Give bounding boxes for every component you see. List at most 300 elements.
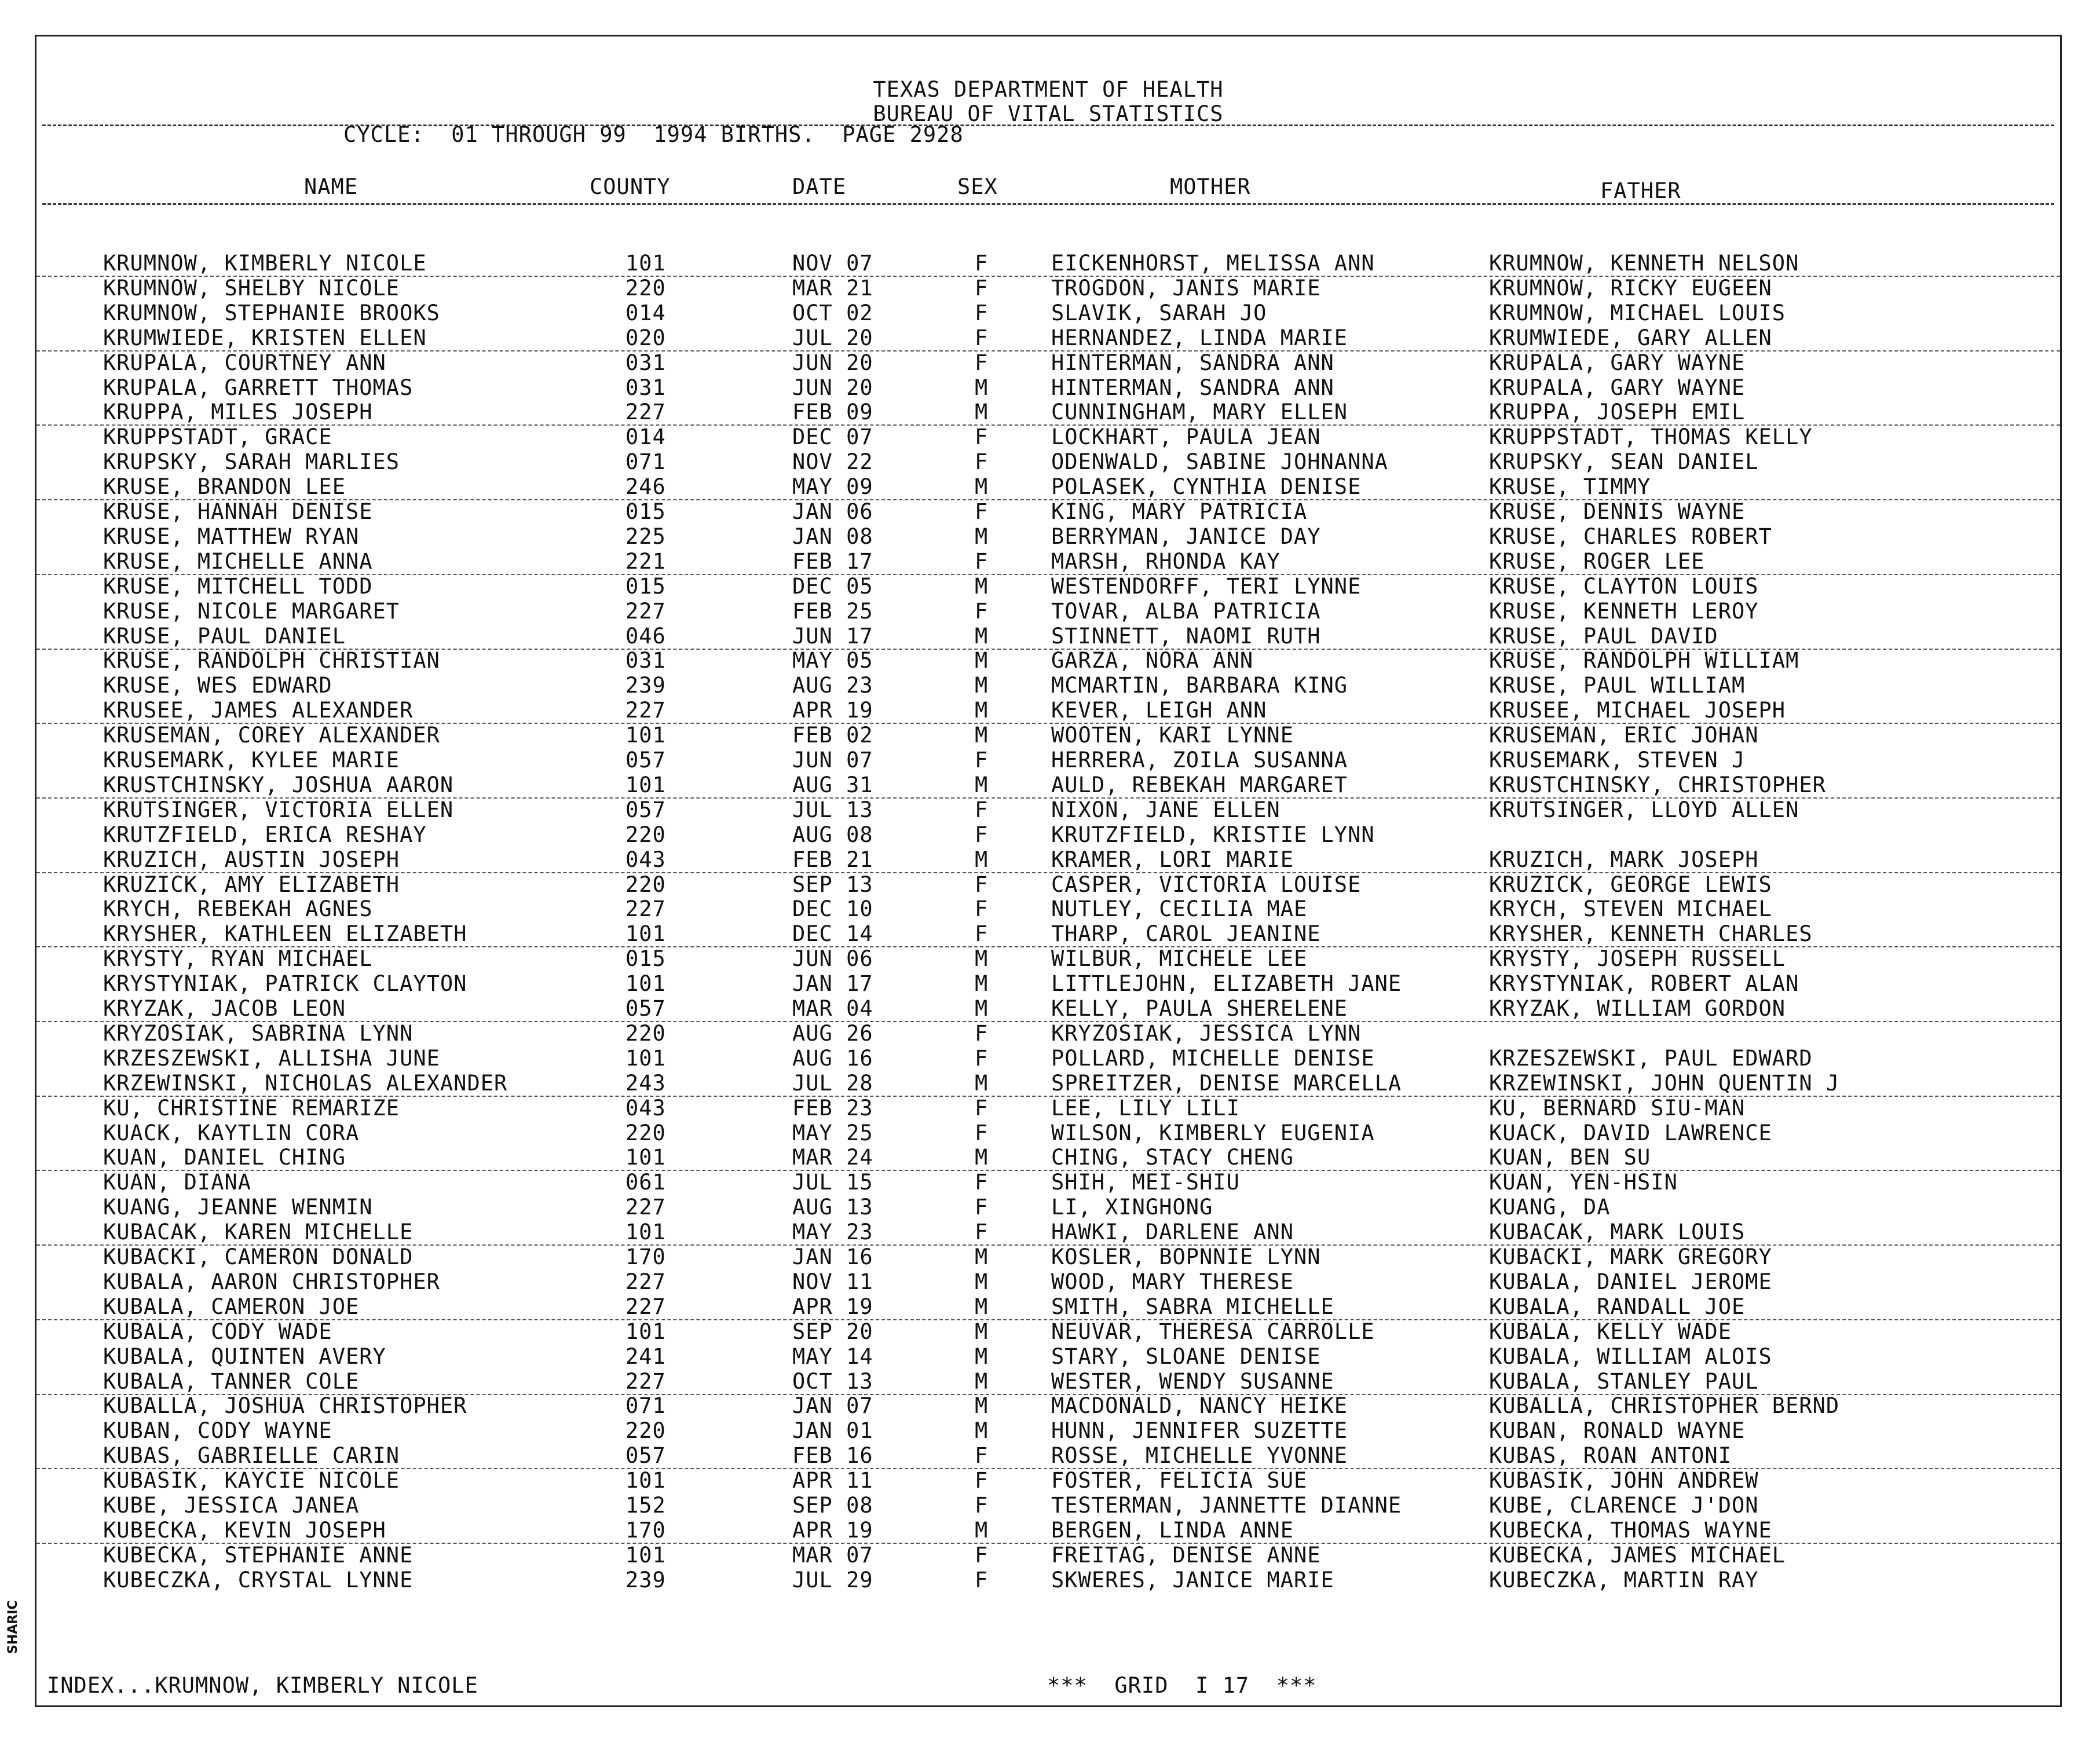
cell-county: 101 (625, 251, 666, 276)
cell-name: KUAN, DIANA (103, 1170, 252, 1195)
cell-date: AUG 16 (792, 1045, 873, 1071)
cell-father: KUACK, DAVID LAWRENCE (1489, 1120, 1772, 1145)
cell-sex: F (975, 325, 989, 350)
cell-name: KRUPALA, GARRETT THOMAS (103, 375, 414, 400)
column-header-name: NAME (304, 174, 358, 199)
cell-date: MAY 14 (792, 1343, 873, 1369)
agency-title: TEXAS DEPARTMENT OF HEALTH (873, 77, 1224, 102)
table-row (36, 1568, 2060, 1592)
cell-sex: F (975, 1020, 989, 1046)
cell-sex: M (975, 623, 989, 649)
cell-sex: M (975, 1145, 989, 1170)
cell-county: 101 (625, 772, 666, 797)
cell-date: JAN 08 (792, 523, 873, 549)
table-row (36, 549, 2060, 575)
table-row (36, 1418, 2060, 1443)
cell-sex: F (975, 350, 989, 375)
table-row (36, 1170, 2060, 1195)
cell-name: KRUSE, NICOLE MARGARET (103, 598, 400, 624)
cell-mother: CUNNINGHAM, MARY ELLEN (1051, 400, 1348, 425)
cell-date: APR 19 (792, 1294, 873, 1319)
cell-name: KUBALLA, JOSHUA CHRISTOPHER (103, 1393, 467, 1419)
cell-county: 220 (625, 1020, 666, 1046)
cell-name: KUAN, DANIEL CHING (103, 1145, 346, 1170)
cell-date: OCT 02 (792, 300, 873, 325)
cell-name: KRYCH, REBEKAH AGNES (103, 896, 373, 922)
cell-date: JUN 06 (792, 946, 873, 972)
cell-mother: NEUVAR, THERESA CARROLLE (1051, 1319, 1375, 1344)
cell-date: NOV 07 (792, 251, 873, 276)
table-row (36, 773, 2060, 799)
cell-father: KRUZICK, GEORGE LEWIS (1489, 872, 1772, 897)
page-number: PAGE 2928 (842, 122, 964, 147)
cell-county: 015 (625, 499, 666, 524)
cell-date: MAY 05 (792, 648, 873, 673)
column-header-father: FATHER (1600, 178, 1681, 203)
cell-sex: F (975, 1195, 989, 1220)
cell-county: 057 (625, 797, 666, 822)
cell-mother: WOOTEN, KARI LYNNE (1051, 723, 1294, 748)
cell-sex: M (975, 1269, 989, 1294)
cell-date: JUN 07 (792, 748, 873, 773)
cell-sex: F (975, 1493, 989, 1518)
cell-name: KUBACKI, CAMERON DONALD (103, 1244, 414, 1269)
cell-date: MAR 24 (792, 1145, 873, 1170)
cell-name: KRUPALA, COURTNEY ANN (103, 350, 386, 375)
cell-name: KRUMNOW, SHELBY NICOLE (103, 275, 400, 301)
cell-name: KUBALA, CAMERON JOE (103, 1294, 360, 1319)
cell-mother: TOVAR, ALBA PATRICIA (1051, 598, 1321, 624)
cell-date: MAY 23 (792, 1220, 873, 1245)
cell-name: KUBECKA, KEVIN JOSEPH (103, 1517, 386, 1543)
cell-father: KUBECKA, JAMES MICHAEL (1489, 1542, 1786, 1568)
cell-name: KRUSE, RANDOLPH CHRISTIAN (103, 648, 440, 673)
cell-father: KRUSTCHINSKY, CHRISTOPHER (1489, 772, 1826, 797)
cell-date: MAY 09 (792, 474, 873, 500)
cell-name: KRUTSINGER, VICTORIA ELLEN (103, 797, 454, 822)
cell-father: KUBAS, ROAN ANTONI (1489, 1443, 1732, 1469)
cell-date: JAN 16 (792, 1244, 873, 1269)
cell-date: JAN 07 (792, 1393, 873, 1419)
cell-mother: STARY, SLOANE DENISE (1051, 1343, 1321, 1369)
cell-mother: HAWKI, DARLENE ANN (1051, 1220, 1294, 1245)
cell-county: 031 (625, 350, 666, 375)
cycle-label: CYCLE: (343, 122, 425, 147)
cell-mother: SMITH, SABRA MICHELLE (1051, 1294, 1334, 1319)
cell-date: JUN 20 (792, 375, 873, 400)
cell-mother: SLAVIK, SARAH JO (1051, 300, 1267, 325)
table-row (36, 499, 2060, 524)
table-row (36, 524, 2060, 549)
table-row (36, 1046, 2060, 1071)
cell-father: KRUTSINGER, LLOYD ALLEN (1489, 797, 1799, 822)
cell-name: KUBALA, QUINTEN AVERY (103, 1343, 386, 1369)
cell-father: KRUSE, CHARLES ROBERT (1489, 523, 1772, 549)
cell-father: KRYCH, STEVEN MICHAEL (1489, 896, 1772, 922)
cell-date: DEC 05 (792, 573, 873, 599)
cell-county: 101 (625, 971, 666, 997)
cell-name: KRUSE, MITCHELL TODD (103, 573, 373, 599)
cell-father: KUBE, CLARENCE J'DON (1489, 1493, 1759, 1518)
cell-date: JUN 17 (792, 623, 873, 649)
cell-mother: LITTLEJOHN, ELIZABETH JANE (1051, 971, 1402, 997)
cell-name: KRUMWIEDE, KRISTEN ELLEN (103, 325, 427, 350)
cell-sex: F (975, 300, 989, 325)
table-row (36, 624, 2060, 650)
cell-county: 061 (625, 1170, 666, 1195)
cell-sex: M (975, 673, 989, 698)
table-row (36, 822, 2060, 847)
cell-father: KRUMNOW, RICKY EUGEEN (1489, 275, 1772, 301)
cell-mother: THARP, CAROL JEANINE (1051, 921, 1321, 947)
cell-sex: F (975, 1220, 989, 1245)
cell-date: OCT 13 (792, 1368, 873, 1394)
table-row (36, 673, 2060, 698)
cell-mother: FREITAG, DENISE ANNE (1051, 1542, 1321, 1568)
cell-county: 246 (625, 474, 666, 500)
cell-name: KRUSE, MATTHEW RYAN (103, 523, 360, 549)
cell-county: 243 (625, 1070, 666, 1096)
cell-name: KRYSHER, KATHLEEN ELIZABETH (103, 921, 467, 947)
cell-sex: M (975, 1343, 989, 1369)
cell-mother: CHING, STACY CHENG (1051, 1145, 1294, 1170)
table-row (36, 971, 2060, 996)
cell-sex: F (975, 449, 989, 475)
table-row (36, 1096, 2060, 1121)
cell-sex: M (975, 698, 989, 723)
cell-name: KRUSTCHINSKY, JOSHUA AARON (103, 772, 454, 797)
table-row (36, 946, 2060, 971)
cell-name: KUBALA, CODY WADE (103, 1319, 332, 1344)
cell-name: KRUSEMARK, KYLEE MARIE (103, 748, 400, 773)
cell-father: KUBALA, KELLY WADE (1489, 1319, 1732, 1344)
cell-mother: MACDONALD, NANCY HEIKE (1051, 1393, 1348, 1419)
cell-mother: WILBUR, MICHELE LEE (1051, 946, 1308, 972)
cell-date: SEP 08 (792, 1493, 873, 1518)
cell-sex: F (975, 598, 989, 624)
cell-name: KUBAN, CODY WAYNE (103, 1418, 332, 1444)
cell-name: KU, CHRISTINE REMARIZE (103, 1095, 400, 1121)
cell-mother: FOSTER, FELICIA SUE (1051, 1468, 1308, 1493)
cell-date: SEP 13 (792, 872, 873, 897)
cell-date: MAR 04 (792, 996, 873, 1021)
cell-county: 101 (625, 1045, 666, 1071)
table-row (36, 400, 2060, 426)
cell-date: APR 19 (792, 1517, 873, 1543)
cell-father: KRYSTY, JOSEPH RUSSELL (1489, 946, 1786, 972)
cell-mother: TESTERMAN, JANNETTE DIANNE (1051, 1493, 1402, 1518)
column-header-county: COUNTY (590, 174, 671, 199)
cell-county: 220 (625, 275, 666, 301)
bureau-title: BUREAU OF VITAL STATISTICS (873, 101, 1224, 126)
cell-county: 101 (625, 1468, 666, 1493)
cell-county: 031 (625, 375, 666, 400)
cell-mother: SPREITZER, DENISE MARCELLA (1051, 1070, 1402, 1096)
cell-name: KRUSE, WES EDWARD (103, 673, 332, 698)
table-row (36, 350, 2060, 375)
cell-name: KRUSEE, JAMES ALEXANDER (103, 698, 414, 723)
cell-father: KRUPPSTADT, THOMAS KELLY (1489, 424, 1813, 450)
cell-name: KRUSE, PAUL DANIEL (103, 623, 346, 649)
cell-mother: HINTERMAN, SANDRA ANN (1051, 350, 1334, 375)
cell-county: 101 (625, 921, 666, 947)
cell-mother: WESTENDORFF, TERI LYNNE (1051, 573, 1362, 599)
cell-father: KRUPSKY, SEAN DANIEL (1489, 449, 1759, 475)
cell-sex: M (975, 573, 989, 599)
cell-sex: M (975, 474, 989, 500)
cell-father: KRUZICH, MARK JOSEPH (1489, 847, 1759, 872)
cell-mother: NUTLEY, CECILIA MAE (1051, 896, 1308, 922)
cell-sex: F (975, 1095, 989, 1121)
cell-date: APR 11 (792, 1468, 873, 1493)
cell-mother: KRUTZFIELD, KRISTIE LYNN (1051, 822, 1375, 847)
cell-mother: ROSSE, MICHELLE YVONNE (1051, 1443, 1348, 1469)
cell-county: 015 (625, 573, 666, 599)
table-row (36, 1468, 2060, 1493)
cell-sex: F (975, 1542, 989, 1568)
cell-name: KRUMNOW, STEPHANIE BROOKS (103, 300, 440, 325)
cell-father: KUAN, YEN-HSIN (1489, 1170, 1678, 1195)
table-row (36, 1145, 2060, 1171)
cell-sex: F (975, 251, 989, 276)
table-row (36, 797, 2060, 822)
cell-mother: WILSON, KIMBERLY EUGENIA (1051, 1120, 1375, 1145)
cell-mother: STINNETT, NAOMI RUTH (1051, 623, 1321, 649)
cell-sex: F (975, 1567, 989, 1592)
table-row (36, 1121, 2060, 1145)
cell-date: APR 19 (792, 698, 873, 723)
cell-name: KUACK, KAYTLIN CORA (103, 1120, 360, 1145)
cell-date: AUG 08 (792, 822, 873, 847)
table-row (36, 474, 2060, 500)
cell-sex: F (975, 748, 989, 773)
cell-name: KRUZICK, AMY ELIZABETH (103, 872, 400, 897)
cell-name: KUBALA, TANNER COLE (103, 1368, 360, 1394)
table-row (36, 1344, 2060, 1369)
cell-county: 014 (625, 300, 666, 325)
cell-date: JAN 06 (792, 499, 873, 524)
cell-county: 220 (625, 822, 666, 847)
cell-father: KUBALA, STANLEY PAUL (1489, 1368, 1759, 1394)
table-row (36, 375, 2060, 400)
cell-father: KRUSE, PAUL DAVID (1489, 623, 1718, 649)
cell-date: MAY 25 (792, 1120, 873, 1145)
cell-county: 220 (625, 872, 666, 897)
cell-county: 031 (625, 648, 666, 673)
table-row (36, 847, 2060, 873)
cell-date: FEB 17 (792, 548, 873, 574)
table-row (36, 1294, 2060, 1320)
table-row (36, 1021, 2060, 1046)
cell-county: 057 (625, 1443, 666, 1469)
cell-sex: M (975, 1294, 989, 1319)
cell-county: 221 (625, 548, 666, 574)
column-header-sex: SEX (957, 174, 998, 199)
cell-sex: M (975, 1517, 989, 1543)
cell-name: KRUPPSTADT, GRACE (103, 424, 332, 450)
cell-sex: M (975, 946, 989, 972)
cell-mother: KING, MARY PATRICIA (1051, 499, 1308, 524)
table-row (36, 1443, 2060, 1469)
cell-date: JUL 13 (792, 797, 873, 822)
cell-sex: M (975, 400, 989, 425)
column-header-rule (42, 203, 2054, 205)
cell-name: KRYSTYNIAK, PATRICK CLAYTON (103, 971, 467, 997)
cell-father: KRYSTYNIAK, ROBERT ALAN (1489, 971, 1799, 997)
cell-mother: SKWERES, JANICE MARIE (1051, 1567, 1334, 1592)
cell-date: JAN 17 (792, 971, 873, 997)
cell-mother: HUNN, JENNIFER SUZETTE (1051, 1418, 1348, 1444)
cell-county: 170 (625, 1517, 666, 1543)
cell-mother: SHIH, MEI-SHIU (1051, 1170, 1240, 1195)
cell-mother: WESTER, WENDY SUSANNE (1051, 1368, 1334, 1394)
cell-mother: NIXON, JANE ELLEN (1051, 797, 1281, 822)
table-row (36, 723, 2060, 748)
cell-county: 015 (625, 946, 666, 972)
cell-date: JAN 01 (792, 1418, 873, 1444)
cell-sex: F (975, 822, 989, 847)
cell-name: KUBECZKA, CRYSTAL LYNNE (103, 1567, 414, 1592)
side-mark: SHARIC (6, 1600, 20, 1654)
cell-father: KRYZAK, WILLIAM GORDON (1489, 996, 1786, 1021)
table-row (36, 325, 2060, 352)
cell-date: FEB 23 (792, 1095, 873, 1121)
cell-name: KRUSEMAN, COREY ALEXANDER (103, 723, 440, 748)
cell-father: KRUPALA, GARY WAYNE (1489, 350, 1746, 375)
cell-name: KUANG, JEANNE WENMIN (103, 1195, 373, 1220)
cell-mother: KRYZOSIAK, JESSICA LYNN (1051, 1020, 1362, 1046)
cell-sex: F (975, 499, 989, 524)
cell-mother: EICKENHORST, MELISSA ANN (1051, 251, 1375, 276)
cell-mother: ODENWALD, SABINE JOHNANNA (1051, 449, 1388, 475)
cell-sex: M (975, 1244, 989, 1269)
table-row (36, 1269, 2060, 1294)
cell-date: NOV 22 (792, 449, 873, 475)
cell-father: KU, BERNARD SIU-MAN (1489, 1095, 1746, 1121)
cell-name: KRYZOSIAK, SABRINA LYNN (103, 1020, 414, 1046)
cell-mother: TROGDON, JANIS MARIE (1051, 275, 1321, 301)
cell-county: 057 (625, 748, 666, 773)
cell-sex: F (975, 548, 989, 574)
cell-county: 046 (625, 623, 666, 649)
cell-name: KRUMNOW, KIMBERLY NICOLE (103, 251, 427, 276)
cell-mother: MARSH, RHONDA KAY (1051, 548, 1281, 574)
cell-father: KRUSEMARK, STEVEN J (1489, 748, 1746, 773)
cell-county: 227 (625, 400, 666, 425)
cell-father: KRZEWINSKI, JOHN QUENTIN J (1489, 1070, 1840, 1096)
cell-father: KUBALA, DANIEL JEROME (1489, 1269, 1772, 1294)
cell-date: MAR 07 (792, 1542, 873, 1568)
cell-name: KUBE, JESSICA JANEA (103, 1493, 360, 1518)
cell-mother: MCMARTIN, BARBARA KING (1051, 673, 1348, 698)
cell-date: JUL 15 (792, 1170, 873, 1195)
cell-father: KUBECZKA, MARTIN RAY (1489, 1567, 1759, 1592)
cell-name: KRZEWINSKI, NICHOLAS ALEXANDER (103, 1070, 508, 1096)
table-row (36, 1319, 2060, 1344)
cell-county: 101 (625, 1542, 666, 1568)
cell-name: KUBALA, AARON CHRISTOPHER (103, 1269, 440, 1294)
cell-father: KRUSE, KENNETH LEROY (1489, 598, 1759, 624)
cell-date: FEB 16 (792, 1443, 873, 1469)
table-row (36, 748, 2060, 773)
cell-mother: HERRERA, ZOILA SUSANNA (1051, 748, 1348, 773)
table-row (36, 648, 2060, 673)
page-frame (35, 35, 2062, 1707)
cell-county: 227 (625, 1195, 666, 1220)
cell-mother: KELLY, PAULA SHERELENE (1051, 996, 1348, 1021)
footer-index: INDEX...KRUMNOW, KIMBERLY NICOLE (47, 1673, 478, 1698)
cell-father: KRYSHER, KENNETH CHARLES (1489, 921, 1813, 947)
cell-name: KRUSE, MICHELLE ANNA (103, 548, 373, 574)
cell-mother: HERNANDEZ, LINDA MARIE (1051, 325, 1348, 350)
cell-mother: POLASEK, CYNTHIA DENISE (1051, 474, 1362, 500)
cell-date: SEP 20 (792, 1319, 873, 1344)
cell-father: KRUSE, CLAYTON LOUIS (1489, 573, 1759, 599)
cycle-line (343, 122, 964, 147)
table-row (36, 424, 2060, 449)
cell-date: NOV 11 (792, 1269, 873, 1294)
cell-county: 220 (625, 1120, 666, 1145)
cell-mother: AULD, REBEKAH MARGARET (1051, 772, 1348, 797)
cell-date: AUG 31 (792, 772, 873, 797)
cell-county: 014 (625, 424, 666, 450)
cell-county: 239 (625, 1567, 666, 1592)
cell-sex: M (975, 648, 989, 673)
cell-name: KUBASIK, KAYCIE NICOLE (103, 1468, 400, 1493)
cell-father: KUBALA, WILLIAM ALOIS (1489, 1343, 1772, 1369)
cycle-range: 01 THROUGH 99 (451, 122, 627, 147)
column-header-date: DATE (792, 174, 847, 199)
cell-date: AUG 13 (792, 1195, 873, 1220)
cell-date: AUG 23 (792, 673, 873, 698)
cell-county: 227 (625, 698, 666, 723)
cell-name: KRUZICH, AUSTIN JOSEPH (103, 847, 400, 872)
cell-sex: F (975, 1120, 989, 1145)
cell-sex: M (975, 1393, 989, 1419)
table-row (36, 1220, 2060, 1246)
table-row (36, 698, 2060, 724)
cell-sex: M (975, 971, 989, 997)
cell-county: 101 (625, 1319, 666, 1344)
cell-father: KRUMNOW, KENNETH NELSON (1489, 251, 1799, 276)
cell-mother: BERRYMAN, JANICE DAY (1051, 523, 1321, 549)
cell-date: DEC 07 (792, 424, 873, 450)
cell-date: DEC 10 (792, 896, 873, 922)
cell-county: 071 (625, 1393, 666, 1419)
cell-father: KUANG, DA (1489, 1195, 1611, 1220)
cell-father: KRUPPA, JOSEPH EMIL (1489, 400, 1746, 425)
cell-sex: F (975, 1468, 989, 1493)
cell-mother: BERGEN, LINDA ANNE (1051, 1517, 1294, 1543)
cell-county: 020 (625, 325, 666, 350)
cell-county: 227 (625, 1368, 666, 1394)
cell-sex: F (975, 872, 989, 897)
cell-mother: KEVER, LEIGH ANN (1051, 698, 1267, 723)
cell-father: KRUPALA, GARY WAYNE (1489, 375, 1746, 400)
cell-name: KRUPPA, MILES JOSEPH (103, 400, 373, 425)
cell-sex: F (975, 797, 989, 822)
cell-father: KUBACKI, MARK GREGORY (1489, 1244, 1772, 1269)
cell-county: 227 (625, 896, 666, 922)
cell-county: 043 (625, 1095, 666, 1121)
table-row (36, 1071, 2060, 1097)
table-row (36, 1244, 2060, 1269)
cell-date: FEB 02 (792, 723, 873, 748)
table-row (36, 251, 2060, 277)
cell-sex: F (975, 424, 989, 450)
cell-father: KRUSE, RANDOLPH WILLIAM (1489, 648, 1799, 673)
cell-father: KRUMWIEDE, GARY ALLEN (1489, 325, 1772, 350)
